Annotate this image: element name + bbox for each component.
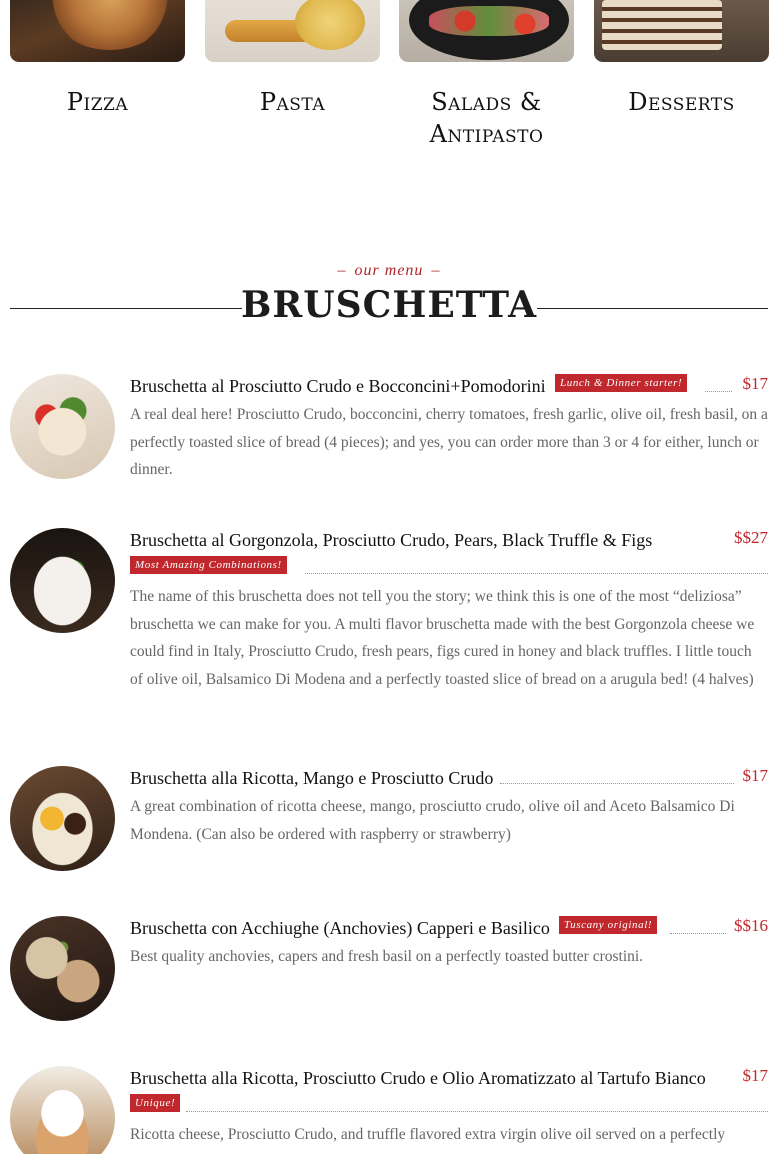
item-title: Bruschetta al Prosciutto Crudo e Bocconcini+Pomodorini bbox=[130, 376, 546, 396]
category-image-desserts[interactable] bbox=[594, 0, 769, 62]
item-price: $$27 bbox=[734, 528, 768, 547]
item-photo bbox=[10, 374, 115, 479]
category-card-desserts[interactable] bbox=[594, 0, 769, 118]
dotted-leader bbox=[500, 783, 734, 784]
category-image-pizza[interactable] bbox=[10, 0, 185, 62]
item-price: $$16 bbox=[734, 916, 768, 935]
kicker-dash-left: – bbox=[337, 262, 347, 279]
dotted-leader bbox=[305, 573, 768, 574]
menu-item bbox=[10, 374, 768, 504]
item-photo bbox=[10, 916, 115, 1021]
item-price: $17 bbox=[742, 374, 768, 393]
item-title-row bbox=[130, 1066, 768, 1092]
item-price: $17 bbox=[742, 1066, 768, 1085]
kicker-text: our menu bbox=[354, 262, 424, 279]
item-title: Bruschetta alla Ricotta, Mango e Prosciutto Crudo bbox=[130, 768, 494, 788]
item-photo bbox=[10, 1066, 115, 1154]
item-badge: Most Amazing Combinations! bbox=[130, 556, 287, 574]
item-title: Bruschetta con Acchiughe (Anchovies) Capperi e Basilico bbox=[130, 918, 550, 938]
heading-divider-right bbox=[537, 308, 768, 309]
dotted-leader bbox=[670, 933, 726, 934]
item-title: Bruschetta alla Ricotta, Prosciutto Crudo e Olio Aromatizzato al Tartufo Bianco bbox=[130, 1068, 706, 1088]
item-title: Bruschetta al Gorgonzola, Prosciutto Crudo, Pears, Black Truffle & Figs bbox=[130, 530, 653, 550]
item-title-row bbox=[130, 766, 768, 792]
category-title-pasta[interactable]: Pasta bbox=[259, 88, 326, 116]
item-title-row bbox=[130, 528, 768, 554]
dotted-leader bbox=[705, 391, 732, 392]
item-badge: Unique! bbox=[130, 1094, 180, 1112]
item-description: A real deal here! Prosciutto Crudo, bocconcini, cherry tomatoes, fresh garlic, olive oil, fresh basil, on a perfectly toasted slice of bread (4 pieces); and yes, you can order more than 3 or 4 for either, lunch or dinner. bbox=[130, 406, 768, 478]
item-description: Best quality anchovies, capers and fresh basil on a perfectly toasted butter crostini. bbox=[130, 948, 644, 965]
item-photo bbox=[10, 766, 115, 871]
item-badge: Lunch & Dinner starter! bbox=[555, 374, 687, 392]
category-image-salads[interactable] bbox=[399, 0, 574, 62]
dotted-leader bbox=[186, 1111, 768, 1112]
category-card-pasta[interactable] bbox=[205, 0, 380, 118]
category-image-pasta[interactable] bbox=[205, 0, 380, 62]
item-badge: Tuscany original! bbox=[559, 916, 657, 934]
item-description: Ricotta cheese, Prosciutto Crudo, and truffle flavored extra virgin olive oil served on a perfectly bbox=[130, 1126, 726, 1143]
kicker-dash-right: – bbox=[431, 262, 441, 279]
menu-item bbox=[10, 1066, 768, 1154]
category-row bbox=[0, 0, 778, 160]
menu-item bbox=[10, 916, 768, 1026]
category-card-salads[interactable] bbox=[399, 0, 574, 150]
section-title: BRUSCHETTA bbox=[240, 284, 538, 326]
item-title-row bbox=[130, 916, 768, 942]
section-kicker bbox=[10, 262, 768, 280]
item-price: $17 bbox=[742, 766, 768, 785]
category-card-pizza[interactable] bbox=[10, 0, 185, 118]
item-photo bbox=[10, 528, 115, 633]
category-title-pizza[interactable]: Pizza bbox=[66, 88, 129, 116]
item-description: A great combination of ricotta cheese, mango, prosciutto crudo, olive oil and Aceto Balsamico Di Mondena. (Can also be ordered with raspberry or strawberry) bbox=[130, 798, 735, 843]
section-heading bbox=[10, 258, 768, 328]
menu-item bbox=[10, 766, 768, 876]
item-description: The name of this bruschetta does not tell you the story; we think this is one of the most “deliziosa” bruschetta we can make for you. A multi flavor bruschetta made with the best Gorgonzola cheese we could find in Italy, Prosciutto Crudo, fresh pears, figs cured in honey and black truffles. I little touch of olive oil, Balsamico Di Modena and a perfectly toasted slice of bread on a arugula bed! (4 halves) bbox=[130, 588, 755, 688]
item-title-row bbox=[130, 374, 768, 400]
category-title-desserts[interactable]: Desserts bbox=[628, 88, 735, 116]
menu-item bbox=[10, 528, 768, 728]
category-title-salads[interactable]: Salads & Antipasto bbox=[429, 88, 544, 148]
